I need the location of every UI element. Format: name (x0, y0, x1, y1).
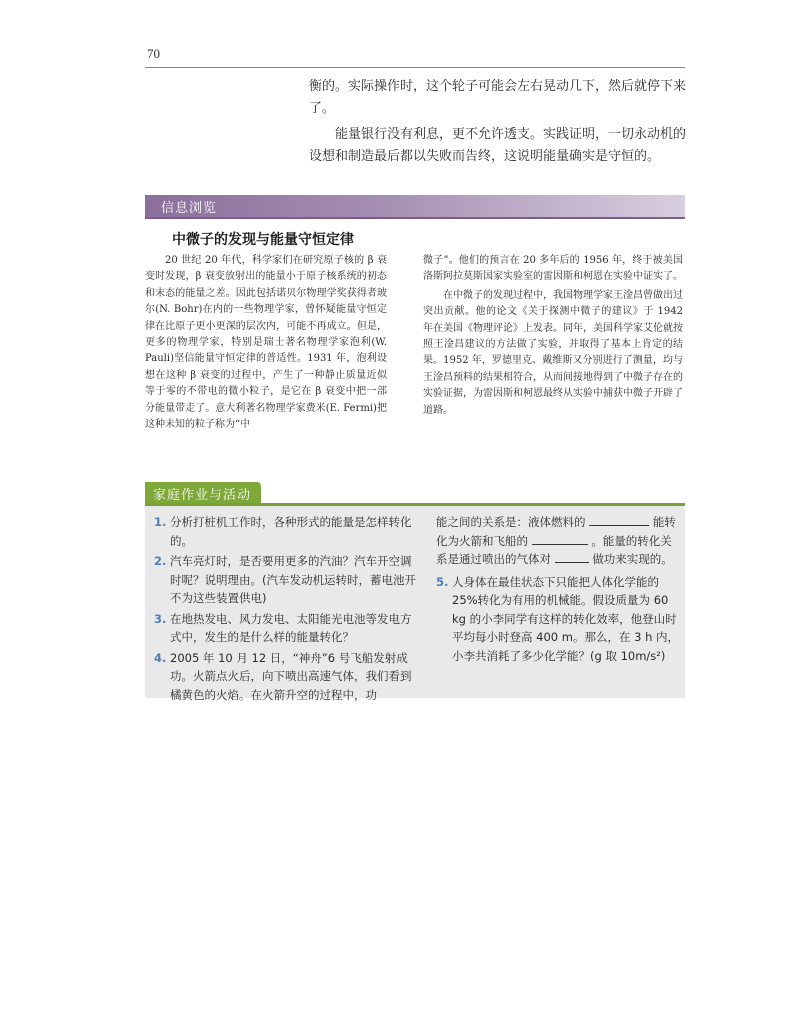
homework-item-4-continued (436, 513, 680, 569)
info-section-title: 中微子的发现与能量守恒定律 (172, 232, 354, 248)
answer-blank[interactable] (589, 513, 649, 526)
info-paragraph: 微子”。他们的预言在 20 多年后的 1956 年，终于被美国洛斯阿拉莫斯国家实验室的雷因斯和柯恩在实验中证实了。 (423, 255, 683, 283)
item-text: 。能量的转化关系是通过喷出的气体对 (436, 533, 672, 566)
item-text: 人身体在最佳状态下只能把人体化学能的 25%转化为有用的机械能。假设质量为 60 kg 的小李同学有这样的转化效率，他登山时平均每小时登高 400 m。那么，在 3 h 内，小李共消耗了多少化学能？(g 取 10m/s²) (452, 574, 680, 663)
info-paragraph: 20 世纪 20 年代，科学家们在研究原子核的 β 衰变时发现，β 衰变放射出的能量小于原子核系统的初态和末态的能量之差。因此包括诺贝尔物理学奖获得者玻尔(N. Bohr)在内的一些物理学家，曾怀疑能量守恒定律在比原子更小更深的层次内，可能不再成立。但是，更多的物理学家，特别是瑞士著名物理学家泡利(W. Pauli)坚信能量守恒定律的普适性。1931 年，泡利设想在这种 β 衰变的过程中，产生了一种静止质量近似等于零的不带电的微小粒子，是它在 β 衰变中把一部分能量带走了。意大利著名物理学家费米(E. Fermi)把这种未知的粒子称为“中 (145, 255, 387, 431)
homework-right-column (436, 513, 680, 667)
info-left-column (145, 253, 387, 433)
homework-section-label: 家庭作业与活动 (153, 488, 252, 503)
item-number: 5. (436, 574, 449, 589)
info-right-column (423, 253, 683, 419)
item-text: 做功来实现的。 (592, 552, 673, 566)
header-divider (145, 67, 685, 68)
homework-section-header (145, 482, 685, 506)
item-text: 在地热发电、风力发电、太阳能光电池等发电方式中，发生的是什么样的能量转化？ (170, 611, 412, 644)
item-number: 2. (154, 554, 167, 568)
answer-blank[interactable] (532, 532, 588, 545)
page-number: 70 (147, 46, 160, 61)
item-text: 分析打桩机工作时，各种形式的能量是怎样转化的。 (170, 515, 412, 548)
item-text: 能之间的关系是：液体燃料的 (436, 515, 586, 529)
info-section-header (145, 195, 685, 219)
homework-item (436, 573, 680, 666)
homework-item (154, 649, 416, 705)
homework-left-column (154, 513, 416, 706)
intro-line: 衡的。实际操作时，这个轮子可能会左右晃动几下，然后就停下来了。 (309, 79, 687, 116)
item-number: 3. (154, 611, 167, 626)
item-text: 汽车亮灯时，是否要用更多的汽油？汽车开空调时呢？说明理由。(汽车发动机运转时，蓄电池开不为这些装置供电) (170, 554, 416, 605)
homework-item (154, 513, 416, 550)
item-number: 4. (154, 650, 167, 665)
homework-item (154, 552, 416, 608)
answer-blank[interactable] (555, 550, 589, 563)
info-paragraph: 在中微子的发现过程中，我国物理学家王淦昌曾做出过突出贡献。他的论文《关于探测中微子的建议》于 1942 年在美国《物理评论》上发表。同年，美国科学家艾伦就按照王淦昌建议的方法做了实验，并取得了基本上肯定的结果。1952 年，罗德里克、戴维斯又分别进行了测量，均与王淦昌预料的结果相符合，从而间接地得到了中微子存在的实验证据，为雷因斯和柯恩最终从实验中捕获中微子开辟了道路。 (423, 289, 683, 416)
info-section-label: 信息浏览 (161, 201, 218, 216)
homework-tab (145, 482, 261, 503)
intro-paragraph: 能量银行没有利息，更不允许透支。实践证明，一切永动机的设想和制造最后都以失败而告终，这说明能量确实是守恒的。 (309, 127, 687, 164)
item-text: 2005 年 10 月 12 日，“神舟”6 号飞船发射成功。火箭点火后，向下喷出高速气体，我们看到橘黄色的火焰。在火箭升空的过程中，功 (170, 650, 412, 702)
homework-item (154, 610, 416, 647)
item-text: 能转化为火箭和飞船的 (436, 515, 676, 548)
intro-text (309, 76, 687, 168)
item-number: 1. (154, 515, 167, 529)
